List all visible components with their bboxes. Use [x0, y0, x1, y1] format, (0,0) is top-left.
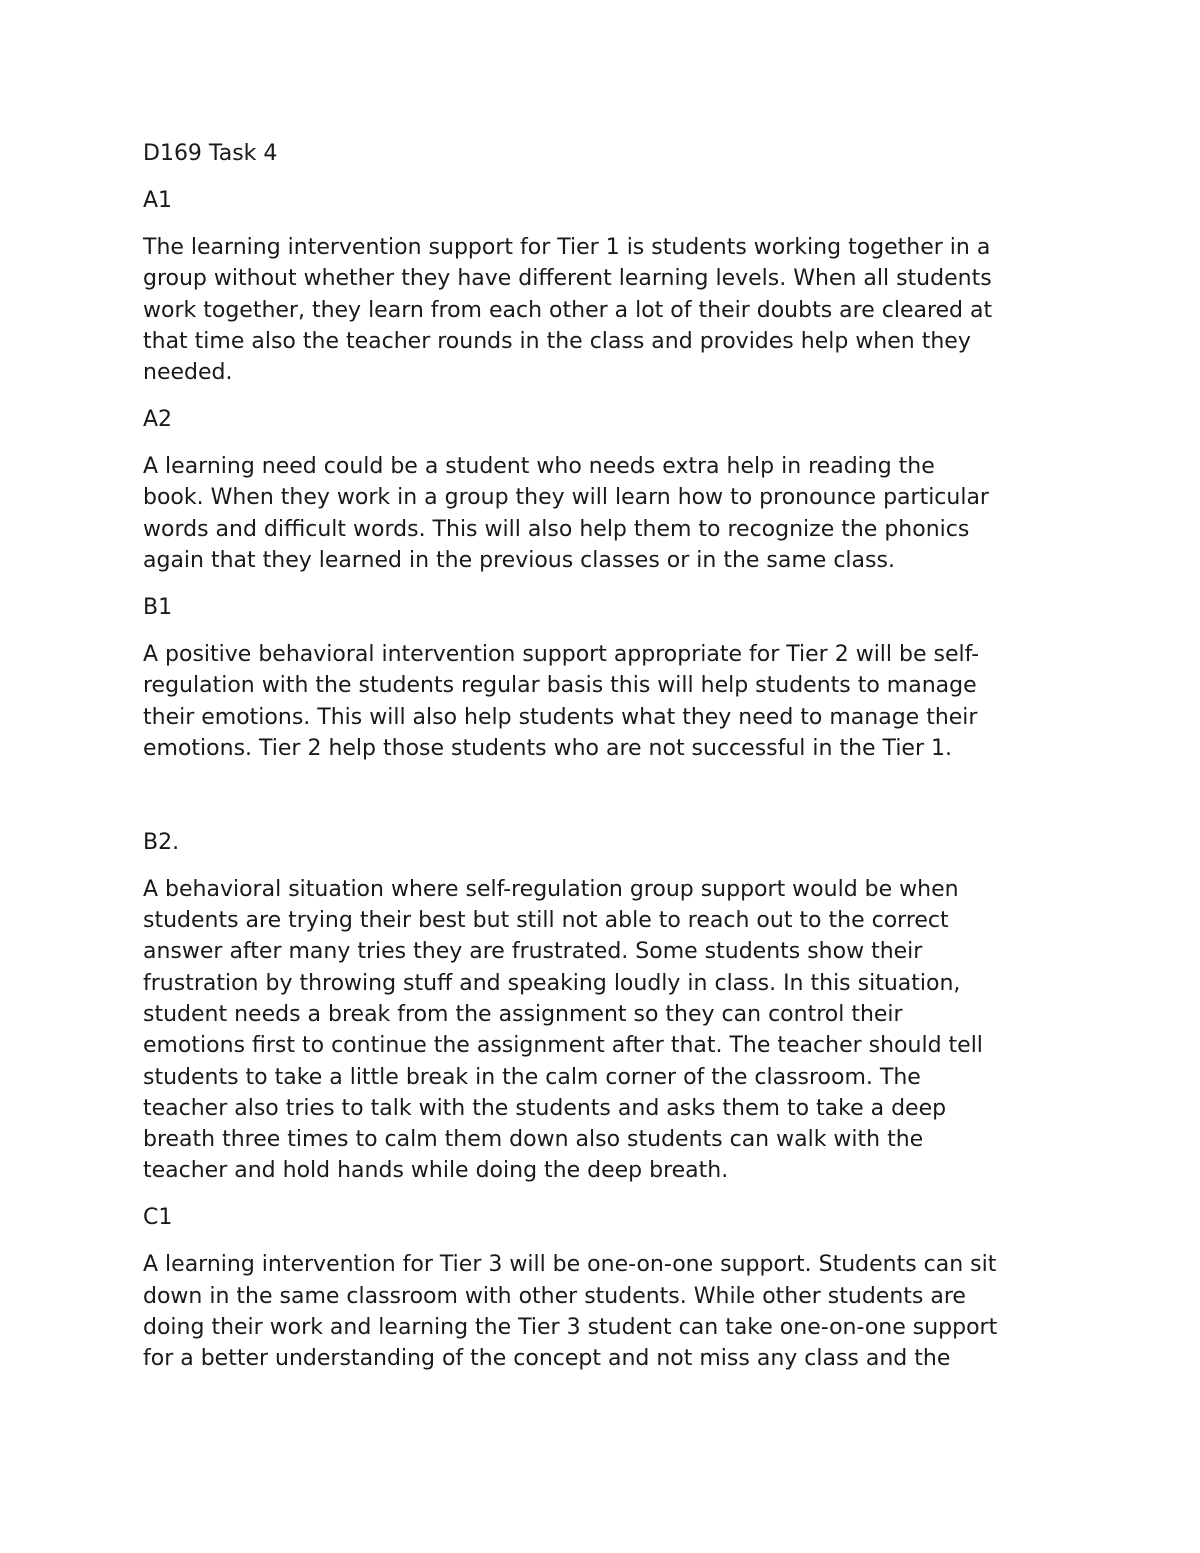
- paragraph-line: regulation with the students regular basis this will help students to manage: [143, 673, 977, 699]
- paragraph-line: emotions first to continue the assignment after that. The teacher should tell: [143, 1033, 983, 1059]
- section-label-a1: A1: [143, 187, 173, 213]
- section-label-a2: A2: [143, 407, 173, 433]
- section-paragraph-b2: [143, 874, 1068, 1187]
- section-paragraph-a1: [143, 232, 1068, 388]
- paragraph-line: emotions. Tier 2 help those students who are not successful in the Tier 1.: [143, 735, 952, 761]
- paragraph-line: A learning need could be a student who needs extra help in reading the: [143, 454, 935, 480]
- section-paragraph-b1: [143, 639, 1068, 764]
- paragraph-line: answer after many tries they are frustrated. Some students show their: [143, 939, 923, 965]
- paragraph-line: their emotions. This will also help students what they need to manage their: [143, 704, 978, 730]
- section-paragraph-a2: [143, 451, 1068, 576]
- paragraph-line: again that they learned in the previous classes or in the same class.: [143, 548, 895, 574]
- paragraph-line: frustration by throwing stuff and speaking loudly in class. In this situation,: [143, 970, 961, 996]
- paragraph-line: group without whether they have different learning levels. When all students: [143, 266, 992, 292]
- paragraph-line: A positive behavioral intervention support appropriate for Tier 2 will be self-: [143, 641, 980, 667]
- paragraph-line: work together, they learn from each other a lot of their doubts are cleared at: [143, 297, 993, 323]
- document-body: [143, 138, 1068, 1390]
- paragraph-line: student needs a break from the assignment so they can control their: [143, 1001, 903, 1027]
- section-label-b2: B2.: [143, 829, 180, 855]
- paragraph-line: breath three times to calm them down also students can walk with the: [143, 1127, 924, 1153]
- paragraph-line: doing their work and learning the Tier 3 student can take one-on-one support: [143, 1314, 998, 1340]
- paragraph-line: A learning intervention for Tier 3 will be one-on-one support. Students can sit: [143, 1252, 997, 1278]
- paragraph-line: for a better understanding of the concept and not miss any class and the: [143, 1346, 951, 1372]
- section-label-c1: C1: [143, 1205, 173, 1231]
- paragraph-line: teacher also tries to talk with the students and asks them to take a deep: [143, 1095, 947, 1121]
- paragraph-line: that time also the teacher rounds in the class and provides help when they: [143, 328, 971, 354]
- paragraph-line: students are trying their best but still not able to reach out to the correct: [143, 908, 949, 934]
- document-title: D169 Task 4: [143, 141, 278, 166]
- section-label-b1: B1: [143, 595, 173, 620]
- paragraph-line: book. When they work in a group they will learn how to pronounce particular: [143, 485, 989, 511]
- paragraph-line: down in the same classroom with other students. While other students are: [143, 1283, 966, 1309]
- paragraph-line: teacher and hold hands while doing the deep breath.: [143, 1158, 729, 1184]
- paragraph-line: words and difficult words. This will also help them to recognize the phonics: [143, 516, 970, 542]
- paragraph-line: A behavioral situation where self-regulation group support would be when: [143, 876, 959, 902]
- paragraph-line: The learning intervention support for Tier 1 is students working together in a: [143, 234, 991, 260]
- section-paragraph-c1: [143, 1249, 1068, 1374]
- paragraph-line: needed.: [143, 360, 233, 386]
- paragraph-line: students to take a little break in the calm corner of the classroom. The: [143, 1064, 921, 1090]
